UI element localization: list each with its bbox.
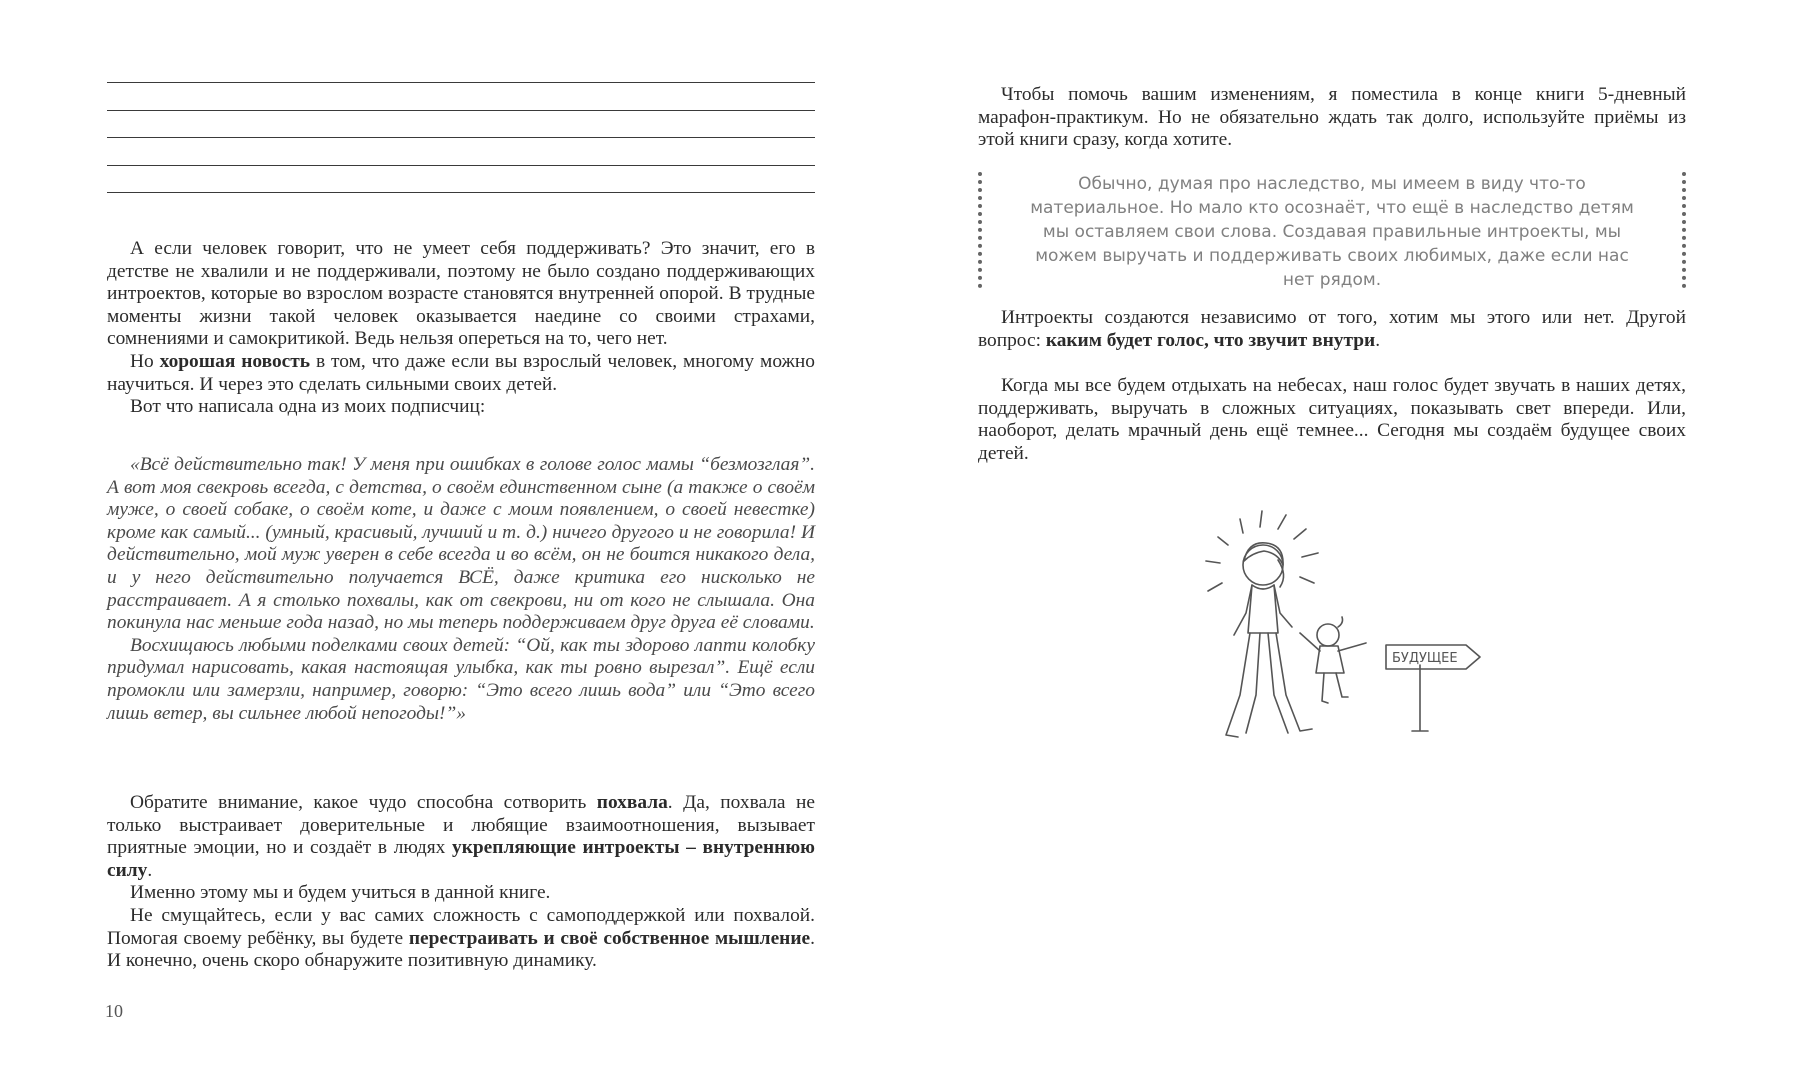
dotted-border-left: [978, 172, 982, 288]
left-text-block-1: [107, 238, 815, 419]
writing-line: [107, 82, 815, 83]
left-page: [0, 0, 898, 1086]
right-text-block-1: [978, 84, 1686, 152]
paragraph: Но хорошая новость в том, что даже если вы взрослый человек, многому можно научиться. И через это сделать сильными своих детей.: [107, 350, 815, 395]
writing-line: [107, 137, 815, 138]
reader-quote: [107, 454, 815, 725]
quote-paragraph: Восхищаюсь любыми поделками своих детей: “Ой, как ты здорово лапти колобку придумал нарисовать, какая настоящая улыбка, как ты ровно вырезал”. Ещё если промокли или замерзли, например, говорю: “Это всего лишь вода” или “Это всего лишь ветер, вы сильнее любой непогоды!”»: [107, 634, 815, 724]
paragraph: Вот что написала одна из моих подписчиц:: [130, 396, 486, 418]
mother-child-future-illustration: [1188, 505, 1488, 765]
right-text-block-2: [978, 307, 1686, 352]
right-page: [898, 0, 1797, 1086]
page-number: 10: [105, 1001, 123, 1021]
paragraph: Не смущайтесь, если у вас самих сложность с самоподдержкой или похвалой. Помогая своему ребёнку, вы будете перестраивать и своё собственное мышление. И конечно, очень скоро обнаружите позитивную динамику.: [107, 904, 815, 972]
writing-line: [107, 110, 815, 111]
callout-text: Обычно, думая про наследство, мы имеем в виду что-то материальное. Но мало кто осознаёт, что ещё в наследство детям мы оставляем свои слова. Создавая правильные интроекты, мы можем выручать и поддерживать своих любимых, даже если нас нет рядом.: [1030, 174, 1634, 290]
paragraph: Чтобы помочь вашим изменениям, я поместила в конце книги 5-дневный марафон-практикум. Но не обязательно ждать так долго, используйте приёмы из этой книги сразу, когда хотите.: [978, 84, 1686, 151]
writing-lines: [107, 82, 815, 220]
paragraph: Интроекты создаются независимо от того, хотим мы этого или нет. Другой вопрос: каким будет голос, что звучит внутри.: [978, 307, 1686, 351]
paragraph: Именно этому мы и будем учиться в данной книге.: [130, 882, 551, 904]
paragraph: Обратите внимание, какое чудо способна сотворить похвала. Да, похвала не только выстраивает доверительные и любящие взаимоотношения, вызывает приятные эмоции, но и создаёт в людях укрепляющие интроекты – внутреннюю силу.: [107, 792, 815, 881]
sign-label: БУДУЩЕЕ: [1392, 651, 1458, 666]
paragraph: Когда мы все будем отдыхать на небесах, наш голос будет звучать в наших детях, поддерживать, выручать в сложных ситуациях, показывать свет впереди. Или, наоборот, делать мрачный день ещё темнее... Сегодня мы создаём будущее своих детей.: [978, 375, 1686, 464]
paragraph: А если человек говорит, что не умеет себя поддерживать? Это значит, его в детстве не хвалили и не поддерживали, поэтому не было создано поддерживающих интроектов, которые во взрослом возрасте становятся внутренней опорой. В трудные моменты жизни такой человек оказывается наедине со своими страхами, сомнениями и самокритикой. Ведь нельзя опереться на то, чего нет.: [107, 238, 815, 350]
writing-line: [107, 165, 815, 166]
left-text-block-2: [107, 792, 815, 973]
quote-paragraph: «Всё действительно так! У меня при ошибках в голове голос мамы “безмозглая”. А вот моя свекровь всегда, с детства, о своём единственном сыне (а также о своём муже, о своей собаке, о своём коте, и даже с моим появлением, о своей невестке) кроме как самый... (умный, красивый, лучший и т. д.) ничего другого и не говорила! И действительно, мой муж уверен в себе всегда и во всём, он не боится никакого дела, и у него действительно получается ВСЁ, даже критика его нисколько не расстраивает. А я столько похвалы, как от свекрови, ни от кого не слышала. Она покинула нас меньше года назад, но мы теперь поддерживаем друг друга её словами.: [107, 454, 815, 634]
callout-box: [978, 172, 1686, 288]
dotted-border-right: [1682, 172, 1686, 288]
writing-line: [107, 192, 815, 193]
right-text-block-3: [978, 375, 1686, 465]
